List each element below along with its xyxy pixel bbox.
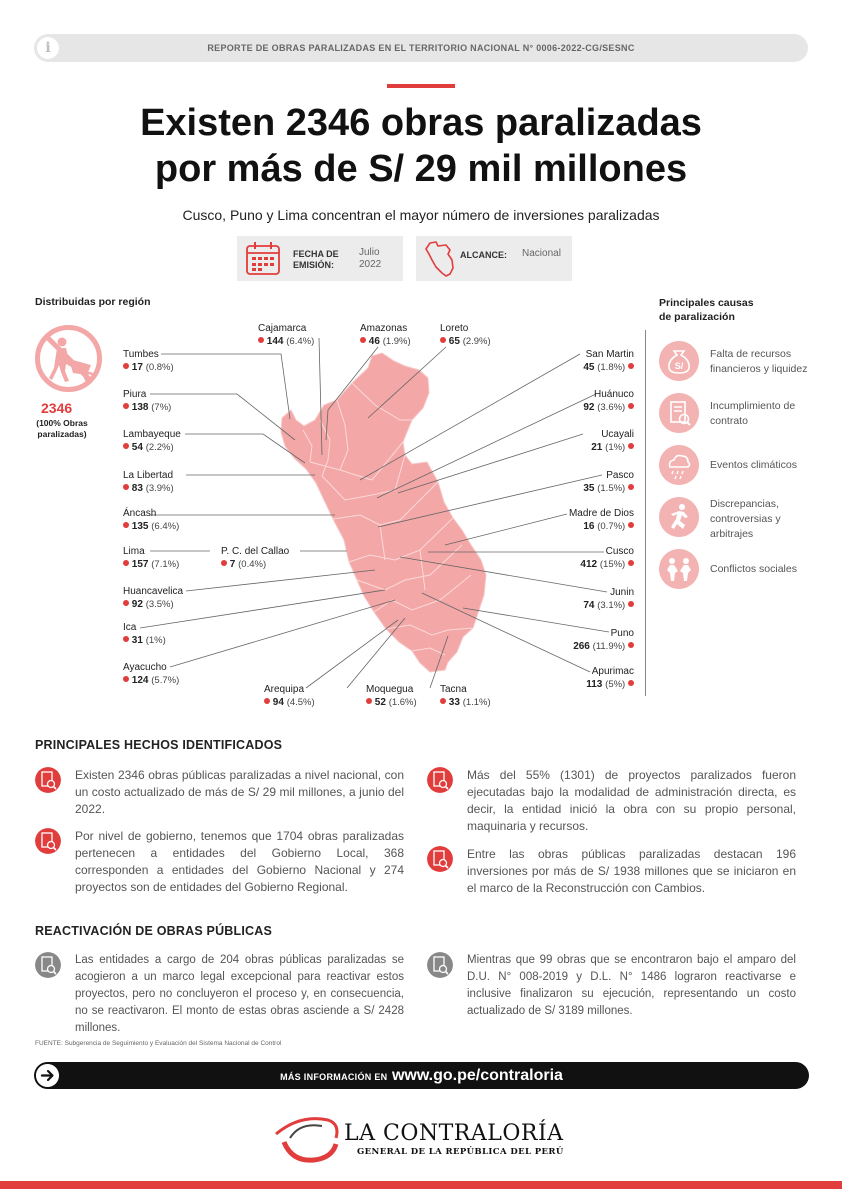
cause-label: Incumplimiento de contrato xyxy=(710,400,796,427)
region-san-martin: San Martin 45 (1.8%) xyxy=(583,349,634,373)
page-subtitle: Cusco, Puno y Lima concentran el mayor número de inversiones paralizadas xyxy=(182,207,660,223)
info-icon: i xyxy=(37,37,59,59)
report-search-icon xyxy=(427,952,453,978)
region-lambayeque: Lambayeque 54 (2.2%) xyxy=(123,429,181,453)
causes-divider xyxy=(645,330,646,696)
contraloria-logo xyxy=(270,1112,570,1164)
logo-tagline: GENERAL DE LA REPÚBLICA DEL PERÚ xyxy=(357,1147,564,1157)
region-huancavelica: Huancavelica 92 (3.5%) xyxy=(123,586,184,610)
contraloria-swoosh-icon xyxy=(270,1112,346,1164)
region-tacna: Tacna 33 (1.1%) xyxy=(440,684,491,708)
region-madre-de-dios: Madre de Dios 16 (0.7%) xyxy=(568,508,634,532)
more-info-bar[interactable] xyxy=(34,1062,809,1089)
region-pasco: Pasco 35 (1.5%) xyxy=(583,470,634,494)
regions-heading: Distribuidas por región xyxy=(35,296,151,308)
peru-map-shape xyxy=(281,353,486,672)
scope-label: ALCANCE: xyxy=(460,250,507,260)
region-moquegua: Moquegua 52 (1.6%) xyxy=(366,684,417,708)
fact-item: Existen 2346 obras públicas paralizadas a nivel nacional, con un costo actualizado de más de S/ 29 mil millones, a junio del 2022. xyxy=(35,767,404,827)
region-ancash: Áncash 135 (6.4%) xyxy=(123,508,180,532)
region-amazonas: Amazonas 46 (1.9%) xyxy=(360,323,411,347)
region-loreto: Loreto 65 (2.9%) xyxy=(440,323,491,347)
reactivation-item: Las entidades a cargo de 204 obras públicas paralizadas se acogieron a un marco legal excepcional para reactivar estos proyectos, pero no concluyeron el proceso y, en consecuencia, no se reactivaron. El monto de estas obras asciende a S/ 2428 millones. xyxy=(35,952,404,1012)
region-ica: Ica 31 (1%) xyxy=(123,622,166,646)
region-lima: Lima 157 (7.1%) xyxy=(123,546,180,570)
cause-label: Eventos climáticos xyxy=(710,459,797,471)
region-la-libertad: La Libertad 83 (3.9%) xyxy=(123,470,174,494)
total-count-label: (100% Obras paralizadas) xyxy=(36,418,88,439)
emission-label: FECHA DE EMISIÓN: xyxy=(293,249,339,270)
region-junin: Junin 74 (3.1%) xyxy=(583,587,634,611)
region-ucayali: Ucayali 21 (1%) xyxy=(591,429,634,453)
more-info-link[interactable]: www.go.pe/contraloria xyxy=(391,1067,563,1084)
cloud-rain-icon xyxy=(659,445,699,485)
facts-heading: PRINCIPALES HECHOS IDENTIFICADOS xyxy=(35,738,283,752)
region-ayacucho: Ayacucho 124 (5.7%) xyxy=(123,662,180,686)
region-arequipa: Arequipa 94 (4.5%) xyxy=(264,684,315,708)
svg-text:S/: S/ xyxy=(674,361,684,371)
money-bag-icon xyxy=(659,341,699,381)
region-apurimac: Apurimac 113 (5%) xyxy=(586,666,634,690)
report-title: REPORTE DE OBRAS PARALIZADAS EN EL TERRITORIO NACIONAL N° 0006-2022-CG/SESNC xyxy=(207,43,635,53)
total-count: 2346 xyxy=(41,400,73,416)
region-huanuco: Huánuco 92 (3.6%) xyxy=(583,389,634,413)
more-info-label: MÁS INFORMACIÓN EN xyxy=(280,1072,388,1082)
footer-stripe xyxy=(0,1181,842,1189)
emission-value: Julio 2022 xyxy=(359,247,382,270)
report-search-icon xyxy=(35,767,61,793)
region-puno: Puno 266 (11.9%) xyxy=(573,628,634,652)
region-tumbes: Tumbes 17 (0.8%) xyxy=(123,349,174,373)
region-piura: Piura 138 (7%) xyxy=(123,389,172,413)
cause-label: Conflictos sociales xyxy=(710,563,797,575)
region-cusco: Cusco 412 (15%) xyxy=(580,546,634,570)
logo-name: LA CONTRALORÍA xyxy=(344,1121,564,1146)
region-callao: P. C. del Callao 7 (0.4%) xyxy=(221,546,290,570)
cause-label: Discrepancias, controversias y arbitrajes xyxy=(710,498,781,540)
region-cajamarca: Cajamarca 144 (6.4%) xyxy=(258,323,315,347)
conflict-icon xyxy=(659,549,699,589)
source-note: FUENTE: Subgerencia de Seguimiento y Evaluación del Sistema Nacional de Control xyxy=(35,1040,282,1047)
report-search-icon xyxy=(35,828,61,854)
fact-item: Más del 55% (1301) de proyectos paralizados fueron ejecutadas bajo la modalidad de administración directa, es decir, la entidad inició la obra con su propio personal, maquinaria y recursos. xyxy=(427,767,796,827)
causes-heading: Principales causas de paralización xyxy=(659,297,754,323)
page-title-line2: por más de S/ 29 mil millones xyxy=(154,148,688,190)
reactivation-item: Mientras que 99 obras que se encontraron bajo el amparo del D.U. N° 008-2019 y D.L. N° 1486 lograron reactivarse e inclusive finalizaron su ejecución, representando un costo actualizado de S/ 3189 millones. xyxy=(427,952,796,1012)
report-search-icon xyxy=(35,952,61,978)
contract-icon xyxy=(659,393,699,433)
fact-item: Por nivel de gobierno, tenemos que 1704 obras paralizadas pertenecen a entidades del Gobierno Local, 368 corresponden a entidades del Gobierno Nacional y 274 proyectos son de entidades del Gobierno Regional. xyxy=(35,828,404,888)
report-search-icon xyxy=(427,767,453,793)
reactivation-heading: REACTIVACIÓN DE OBRAS PÚBLICAS xyxy=(35,924,273,938)
runner-icon xyxy=(659,497,699,537)
cause-label: Falta de recursos financieros y liquidez xyxy=(710,348,808,375)
page-title-line1: Existen 2346 obras paralizadas xyxy=(140,102,702,144)
report-search-icon xyxy=(427,846,453,872)
scope-value: Nacional xyxy=(522,248,561,259)
fact-item: Entre las obras públicas paralizadas destacan 196 inversiones por más de S/ 1938 millones que se iniciaron en el marco de la Reconstrucción con Cambios. xyxy=(427,846,796,906)
